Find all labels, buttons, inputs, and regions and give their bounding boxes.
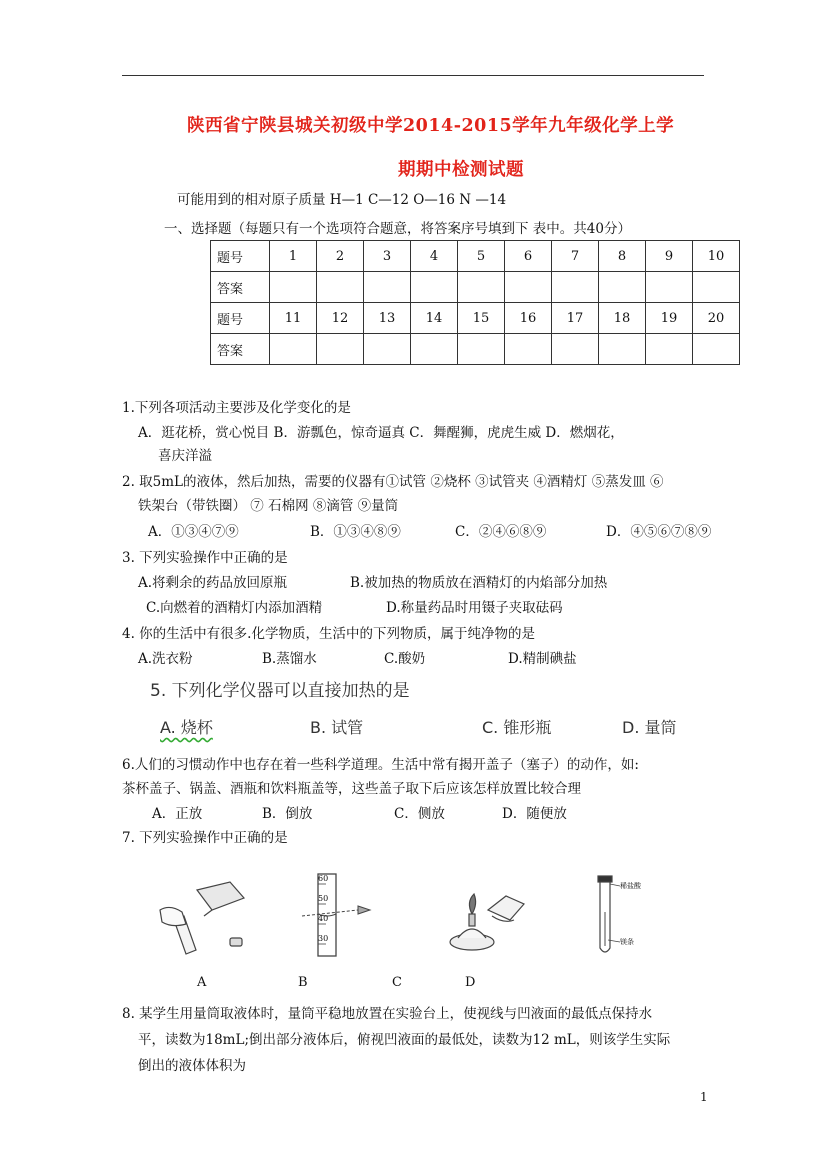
q2-stem-2: 铁架台（带铁圈） ⑦ 石棉网 ⑧滴管 ⑨量筒: [138, 498, 399, 514]
q4-stem: 4. 你的生活中有很多.化学物质，生活中的下列物质，属于纯净物的是: [122, 626, 535, 642]
table-cell: 19: [646, 303, 693, 334]
answer-cell[interactable]: [364, 272, 411, 303]
q3-option-a: A.将剩余的药品放回原瓶: [138, 575, 288, 591]
answer-table: [210, 240, 740, 365]
table-label: 答案: [211, 334, 270, 365]
q3-stem: 3. 下列实验操作中正确的是: [122, 550, 288, 566]
table-cell: 18: [599, 303, 646, 334]
q8-line-3: 倒出的液体体积为: [138, 1058, 246, 1074]
q3-option-d: D.称量药品时用镊子夹取砝码: [386, 600, 563, 616]
answer-cell[interactable]: [411, 334, 458, 365]
answer-cell[interactable]: [599, 334, 646, 365]
answer-cell[interactable]: [458, 272, 505, 303]
test-tube-label: 镁条: [620, 938, 634, 946]
table-cell: 8: [599, 241, 646, 272]
table-cell: 3: [364, 241, 411, 272]
table-cell: 1: [270, 241, 317, 272]
table-label: 题号: [211, 303, 270, 334]
table-cell: 12: [317, 303, 364, 334]
section1-heading: 一、选择题（每题只有一个选项符合题意，将答案序号填到下 表中。共40分）: [164, 221, 631, 237]
table-label: 答案: [211, 272, 270, 303]
table-cell: 7: [552, 241, 599, 272]
q4-option-d: D.精制碘盐: [508, 651, 577, 667]
table-row: [211, 272, 740, 303]
answer-cell[interactable]: [270, 272, 317, 303]
header-rule: [122, 75, 704, 76]
q6-stem-2: 茶杯盖子、锅盖、酒瓶和饮料瓶盖等，这些盖子取下后应该怎样放置比较合理: [122, 781, 581, 797]
q8-line-2: 平，读数为18mL;倒出部分液体后，俯视凹液面的最低处，读数为12 mL，则该学生实际: [138, 1032, 671, 1048]
cylinder-reading-figure: [296, 870, 376, 960]
atomic-masses: 可能用到的相对原子质量 H—1 C—12 O—16 N —14: [177, 192, 507, 208]
q4-option-b: B.蒸馏水: [262, 651, 317, 667]
cylinder-tick-label: 40: [318, 914, 329, 923]
q5-option-b: B. 试管: [310, 718, 364, 737]
table-cell: 13: [364, 303, 411, 334]
q4-option-a: A.洗衣粉: [138, 651, 193, 667]
q6-stem-1: 6.人们的习惯动作中也存在着一些科学道理。生活中常有揭开盖子（塞子）的动作，如:: [122, 757, 639, 773]
table-cell: 9: [646, 241, 693, 272]
answer-cell[interactable]: [317, 272, 364, 303]
answer-cell[interactable]: [411, 272, 458, 303]
q5-option-d: D. 量筒: [622, 718, 677, 737]
table-cell: 4: [411, 241, 458, 272]
q1-stem: 1.下列各项活动主要涉及化学变化的是: [122, 400, 351, 416]
figure-label-c: C: [392, 975, 402, 990]
page-number: 1: [700, 1090, 708, 1104]
figure-label-b: B: [298, 975, 308, 990]
q8-line-1: 8. 某学生用量筒取液体时，量筒平稳地放置在实验台上，使视线与凹液面的最低点保持水: [122, 1006, 653, 1022]
q6-option-c: C．侧放: [394, 806, 445, 822]
q4-option-c: C.酸奶: [384, 651, 426, 667]
q2-option-d: D．④⑤⑥⑦⑧⑨: [606, 524, 712, 540]
answer-cell[interactable]: [693, 272, 740, 303]
answer-cell[interactable]: [270, 334, 317, 365]
q1-options: A．逛花桥，赏心悦目 B．游瓢色，惊奇逼真 C．舞醒狮，虎虎生威 D．燃烟花，: [138, 425, 624, 441]
table-cell: 20: [693, 303, 740, 334]
figure-label-d: D: [465, 975, 476, 990]
pouring-liquid-figure: [152, 880, 252, 960]
q5-option-a: A. 烧杯: [160, 718, 213, 737]
q2-option-b: B．①③④⑧⑨: [310, 524, 401, 540]
table-cell: 5: [458, 241, 505, 272]
q5-stem: 5. 下列化学仪器可以直接加热的是: [150, 681, 410, 701]
figure-label-a: A: [197, 975, 207, 990]
answer-cell[interactable]: [693, 334, 740, 365]
cylinder-tick-label: 50: [318, 894, 329, 903]
table-cell: 10: [693, 241, 740, 272]
answer-cell[interactable]: [505, 272, 552, 303]
alcohol-lamp-figure: [444, 880, 534, 960]
table-cell: 15: [458, 303, 505, 334]
answer-cell[interactable]: [317, 334, 364, 365]
q3-option-b: B.被加热的物质放在酒精灯的内焰部分加热: [350, 575, 608, 591]
table-row: [211, 241, 740, 272]
title-line1: 陕西省宁陕县城关初级中学2014-2015学年九年级化学上学: [187, 116, 675, 136]
answer-cell[interactable]: [505, 334, 552, 365]
q5-option-c: C. 锥形瓶: [482, 718, 552, 737]
q6-option-d: D．随便放: [502, 806, 567, 822]
cylinder-tick-label: 30: [318, 934, 329, 943]
table-cell: 17: [552, 303, 599, 334]
q1-options-cont: 喜庆洋溢: [158, 448, 212, 464]
q2-stem-1: 2. 取5mL的液体，然后加热，需要的仪器有①试管 ②烧杯 ③试管夹 ④酒精灯 ⑤蒸发皿 ⑥: [122, 474, 664, 490]
table-cell: 16: [505, 303, 552, 334]
answer-cell[interactable]: [646, 272, 693, 303]
table-cell: 14: [411, 303, 458, 334]
title-line2: 期期中检测试题: [398, 160, 524, 180]
q6-option-b: B．倒放: [262, 806, 313, 822]
q3-option-c: C.向燃着的酒精灯内添加酒精: [146, 600, 323, 616]
answer-cell[interactable]: [364, 334, 411, 365]
answer-cell[interactable]: [646, 334, 693, 365]
table-cell: 6: [505, 241, 552, 272]
q2-option-a: A．①③④⑦⑨: [148, 524, 239, 540]
q6-option-a: A．正放: [152, 806, 203, 822]
table-cell: 11: [270, 303, 317, 334]
cylinder-tick-label: 60: [318, 874, 329, 883]
test-tube-label: 稀盐酸: [620, 882, 641, 890]
q7-stem: 7. 下列实验操作中正确的是: [122, 830, 288, 846]
answer-cell[interactable]: [552, 272, 599, 303]
answer-cell[interactable]: [458, 334, 505, 365]
q2-option-c: C．②④⑥⑧⑨: [455, 524, 547, 540]
table-cell: 2: [317, 241, 364, 272]
table-label: 题号: [211, 241, 270, 272]
answer-cell[interactable]: [599, 272, 646, 303]
table-row: [211, 334, 740, 365]
answer-cell[interactable]: [552, 334, 599, 365]
table-row: [211, 303, 740, 334]
